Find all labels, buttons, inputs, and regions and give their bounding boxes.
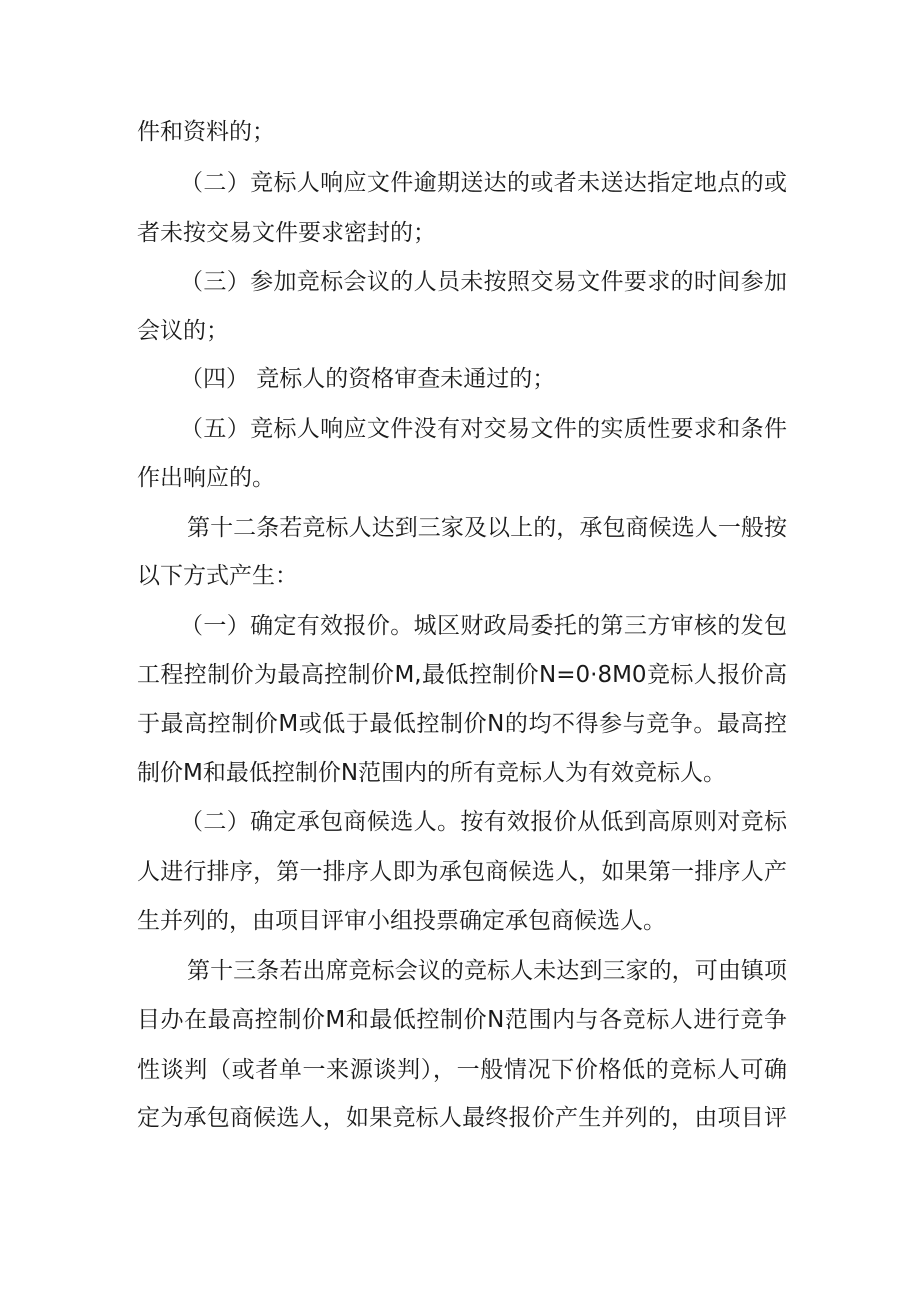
line-text: （五）竞标人响应文件没有对交易文件的实质性要求和条件: [180, 416, 787, 442]
line-text: 工程控制价为最高控制价M,最低控制价N=0·8M0竞标人报价高: [137, 662, 787, 688]
line-text: 人进行排序，第一排序人即为承包商候选人，如果第一排序人产: [137, 859, 787, 885]
text-line: [0, 606, 920, 646]
line-text: 第十二条若竞标人达到三家及以上的，承包商候选人一般按: [187, 515, 787, 541]
text-line: [0, 655, 920, 695]
text-line: [0, 1098, 920, 1138]
line-text: （二）竞标人响应文件逾期送达的或者未送达指定地点的或: [180, 170, 787, 196]
text-line: [0, 508, 920, 548]
line-text: （一）确定有效报价。城区财政局委托的第三方审核的发包: [180, 613, 787, 639]
text-line: [0, 262, 920, 302]
text-line: [0, 458, 920, 498]
line-text: 作出响应的。: [137, 465, 275, 491]
line-text: 件和资料的；: [137, 119, 275, 145]
line-text: 生并列的，由项目评审小组投票确定承包商候选人。: [137, 908, 666, 934]
text-line: [0, 901, 920, 941]
text-line: [0, 112, 920, 152]
line-text: （三）参加竞标会议的人员未按照交易文件要求的时间参加: [180, 269, 787, 295]
text-line: [0, 1000, 920, 1040]
line-text: （二）确定承包商候选人。按有效报价从低到高原则对竞标: [180, 809, 787, 835]
text-line: [0, 556, 920, 596]
line-text: （四） 竞标人的资格审查未通过的；: [180, 366, 556, 392]
text-line: [0, 852, 920, 892]
text-line: [0, 311, 920, 351]
text-line: [0, 753, 920, 793]
line-text: 者未按交易文件要求密封的；: [137, 220, 436, 246]
text-line: [0, 802, 920, 842]
text-line: [0, 163, 920, 203]
line-text: 于最高控制价M或低于最低控制价N的均不得参与竞争。最高控: [137, 711, 787, 737]
line-text: 第十三条若出席竞标会议的竞标人未达到三家的，可由镇项: [187, 958, 787, 984]
text-line: [0, 1050, 920, 1090]
line-text: 定为承包商候选人，如果竞标人最终报价产生并列的，由项目评: [137, 1105, 787, 1131]
text-line: [0, 409, 920, 449]
line-text: 性谈判（或者单一来源谈判），一般情况下价格低的竞标人可确: [137, 1057, 787, 1083]
line-text: 制价M和最低控制价N范围内的所有竞标人为有效竞标人。: [137, 760, 727, 786]
text-line: [0, 213, 920, 253]
text-line: [0, 704, 920, 744]
text-line: [0, 359, 920, 399]
line-text: 以下方式产生：: [137, 563, 298, 589]
text-line: [0, 951, 920, 991]
line-text: 目办在最高控制价M和最低控制价N范围内与各竞标人进行竞争: [137, 1007, 787, 1033]
line-text: 会议的；: [137, 318, 229, 344]
